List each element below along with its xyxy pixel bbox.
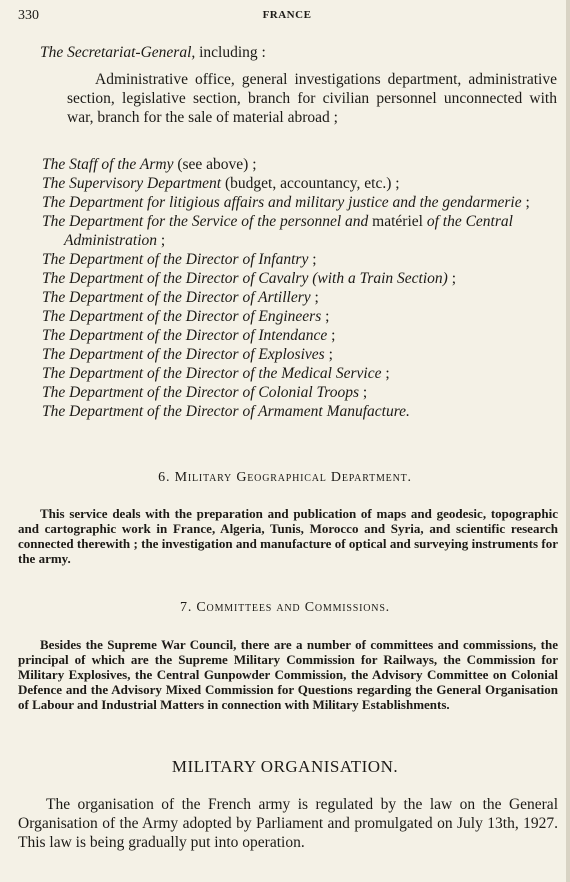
page-number: 330 [18,8,39,23]
department-list [42,155,560,421]
military-organisation-heading: MILITARY ORGANISATION. [171,757,399,776]
department-item: The Department of the Director of the Medical Service ; [42,365,390,382]
secretariat-title: The Secretariat-General, [40,44,196,61]
department-item: The Department of the Director of Intendance ; [42,327,336,344]
section-7-body: Besides the Supreme War Council, there are a number of committees and commissions, the principal of which are the Supreme Military Commission for Railways, the Commission for Military Explosives, the Central Gunpowder Commission, the Advisory Committee on Colonial Defence and the Advisory Mixed Commission for Questions regarding the General Organisation of Labour and Industrial Matters in connection with Military Establishments. [18,637,558,712]
secretariat-including: including : [195,44,266,61]
running-head: FRANCE [262,9,312,21]
section-7-heading: 7. Committees and Commissions. [180,600,390,615]
department-item: The Department of the Director of Colonial Troops ; [42,384,368,401]
department-item: The Department of the Director of Explosives ; [42,346,333,363]
page-header [18,8,556,26]
department-item: The Staff of the Army (see above) ; [42,156,257,173]
department-item: The Department of the Director of Armament Manufacture. [42,403,410,420]
department-item: The Department of the Director of Artillery ; [42,289,319,306]
page-edge-shadow [566,0,570,882]
section-6-heading: 6. Military Geographical Department. [158,470,412,485]
department-item: The Department for litigious affairs and military justice and the gendarmerie ; [42,194,530,211]
section-6-body: This service deals with the preparation and publication of maps and geodesic, topographic and cartographic work in France, Algeria, Tunis, Morocco and Syria, and scientific research connected therewith ; the investigation and manufacture of optical and surveying instruments for the army. [18,506,558,566]
secretariat-intro [40,43,558,62]
department-item: The Department of the Director of Engineers ; [42,308,330,325]
department-item: The Department for the Service of the personnel and matériel of the Central Administration ; [42,213,513,249]
military-organisation-body: The organisation of the French army is regulated by the law on the General Organisation of the Army adopted by Parliament and promulgated on July 13th, 1927. This law is being gradually put into operation. [18,796,558,851]
department-item: The Department of the Director of Cavalry (with a Train Section) ; [42,270,457,287]
secretariat-body: Administrative office, general investigations department, administrative section, legislative section, branch for civilian personnel unconnected with war, branch for the sale of material abroad ; [67,71,557,126]
department-item: The Supervisory Department (budget, accountancy, etc.) ; [42,175,400,192]
department-item: The Department of the Director of Infantry ; [42,251,317,268]
